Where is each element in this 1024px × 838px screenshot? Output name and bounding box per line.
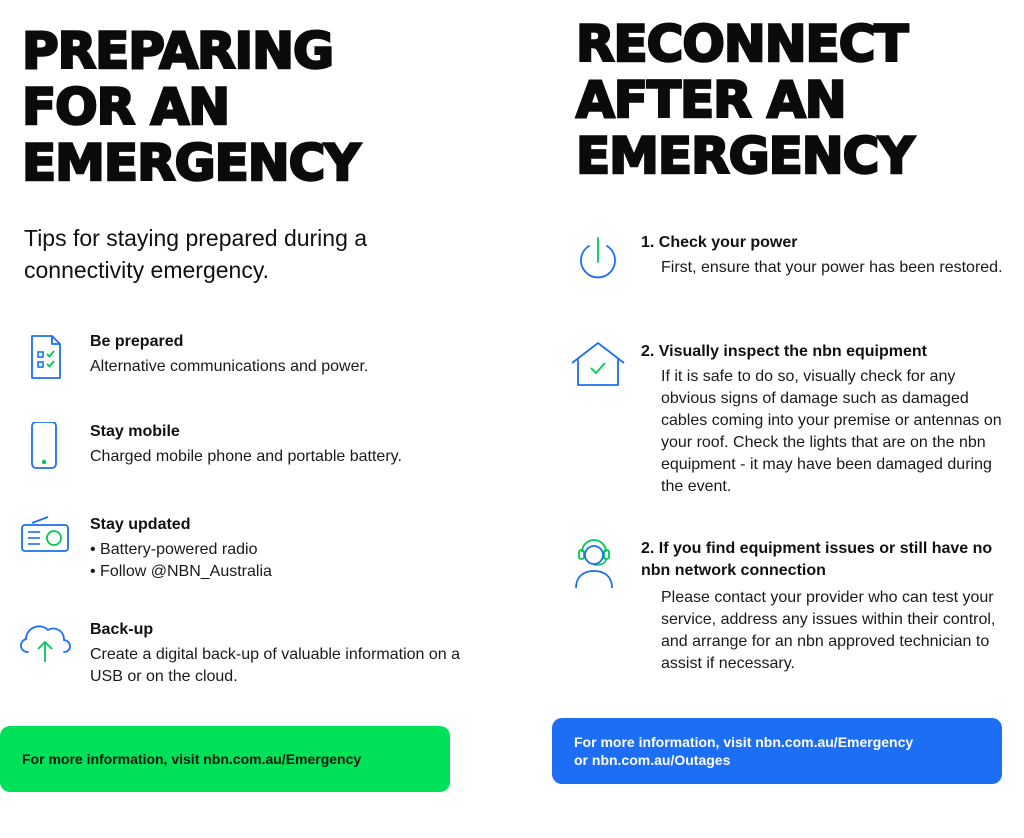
step-title: 1. Check your power [641,234,798,251]
headset-support-icon [570,538,626,594]
emergency-info-banner [0,726,450,792]
left-headline-line-1: PREPARING [22,22,334,80]
outages-info-banner [552,718,1002,784]
tip-body: Alternative communications and power. [90,358,369,375]
tips-intro: Tips for staying prepared during a connectivity emergency. [24,225,368,283]
tip-title: Be prepared [90,333,184,350]
left-headline [22,23,360,191]
radio-icon [18,515,74,571]
mobile-phone-icon [18,422,74,478]
step-title: 2. If you find equipment issues or still have no nbn network connection [641,540,993,579]
tip-title: Back-up [90,621,154,638]
emergency-info-text: For more information, visit nbn.com.au/Emergency [22,751,362,767]
step-title: 2. Visually inspect the nbn equipment [641,343,927,360]
tip-body: Charged mobile phone and portable battery. [90,448,402,465]
step-body: If it is safe to do so, visually check for any obvious signs of damage such as damaged cables coming into your premise or antennas on your roof. Check the lights that are on the nbn equipment - it may have been damaged during the event. [661,368,1002,495]
right-headline-line-3: EMERGENCY [576,127,914,185]
tip-body: Create a digital back-up of valuable information on a USB or on the cloud. [90,646,460,685]
tip-title: Stay updated [90,516,191,533]
right-headline [576,16,914,184]
right-headline-line-1: RECONNECT [576,15,908,73]
step-body: First, ensure that your power has been restored. [661,259,1003,276]
outages-info-line-1: For more information, visit nbn.com.au/Emergency [574,734,914,750]
home-check-icon [570,341,626,397]
tip-bullet: • Battery-powered radio [90,541,258,558]
tip-bullets [90,539,460,583]
outages-info-line-2: or nbn.com.au/Outages [574,752,731,768]
cloud-upload-icon [18,620,74,676]
tip-title: Stay mobile [90,423,180,440]
checklist-icon [18,332,74,388]
right-headline-line-2: AFTER AN [576,71,846,129]
tip-bullet: • Follow @NBN_Australia [90,563,272,580]
step-body: Please contact your provider who can test your service, address any issues within their control, and arrange for an nbn approved technician to assist if necessary. [661,589,996,672]
left-headline-line-2: FOR AN [22,78,230,136]
power-icon [570,232,626,288]
left-headline-line-3: EMERGENCY [22,134,360,192]
